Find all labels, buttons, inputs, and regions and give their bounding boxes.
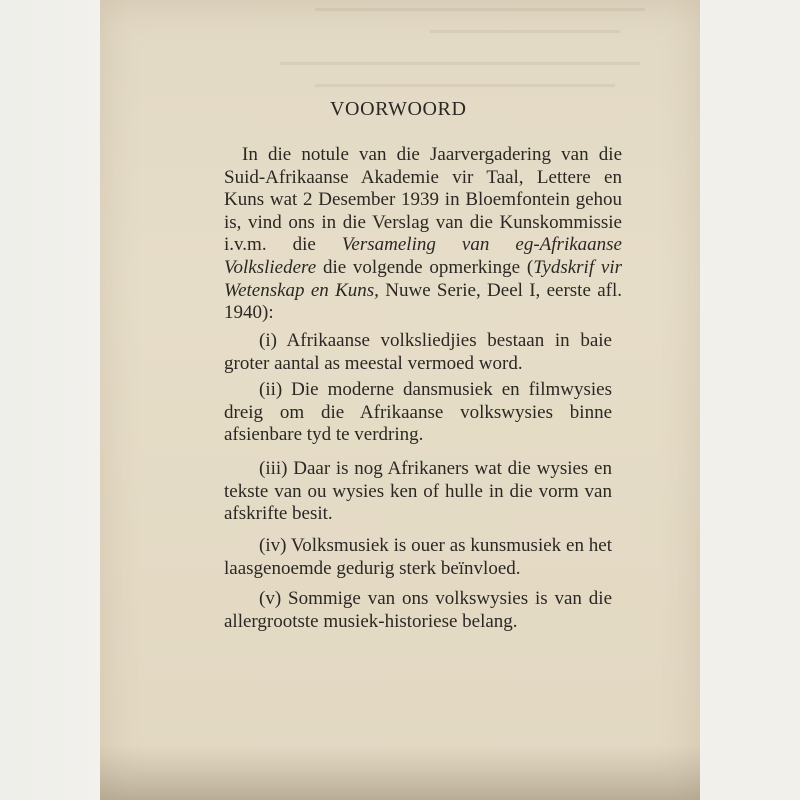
- list-item: (ii) Die moderne dansmusiek en filmwysies dreig om die Afrikaanse volkswysies binne afsienbare tyd te verdring.: [224, 379, 612, 446]
- intro-text-1: In die notule van die Jaarvergadering van die Suid-Afrikaanse Akademie vir Taal, Lettere en Kuns wat 2 Desember 1939 in Bloemfontein gehou is, vind ons in die Verslag van die Kunskommissie i.v.m. die: [224, 144, 622, 256]
- show-through-text: [100, 0, 700, 110]
- journal-title: Tydskrif vir Wetenskap en Kuns,: [224, 256, 622, 301]
- background-right: [700, 0, 800, 800]
- collection-title: Versameling van eg-Afrikaanse Volksliedere: [224, 234, 622, 278]
- intro-text-3: Nuwe Serie, Deel I, eerste afl. 1940):: [224, 279, 622, 324]
- list-item: (iv) Volksmusiek is ouer as kunsmusiek en het laasgenoemde gedurig sterk beïnvloed.: [224, 535, 612, 579]
- list-item: (iii) Daar is nog Afrikaners wat die wysies en tekste van ou wysies ken of hulle in die vorm van afskrifte besit.: [224, 458, 612, 525]
- list-item: (v) Sommige van ons volkswysies is van die allergrootste musiek-historiese belang.: [224, 588, 612, 632]
- page-bottom-shadow: [100, 745, 700, 800]
- intro-paragraph: [224, 144, 622, 325]
- background-left: [0, 0, 100, 800]
- page-heading: VOORWOORD: [330, 98, 467, 120]
- intro-text-2: die volgende opmerkinge (: [316, 256, 534, 278]
- list-item: (i) Afrikaanse volksliedjies bestaan in baie groter aantal as meestal vermoed word.: [224, 330, 612, 374]
